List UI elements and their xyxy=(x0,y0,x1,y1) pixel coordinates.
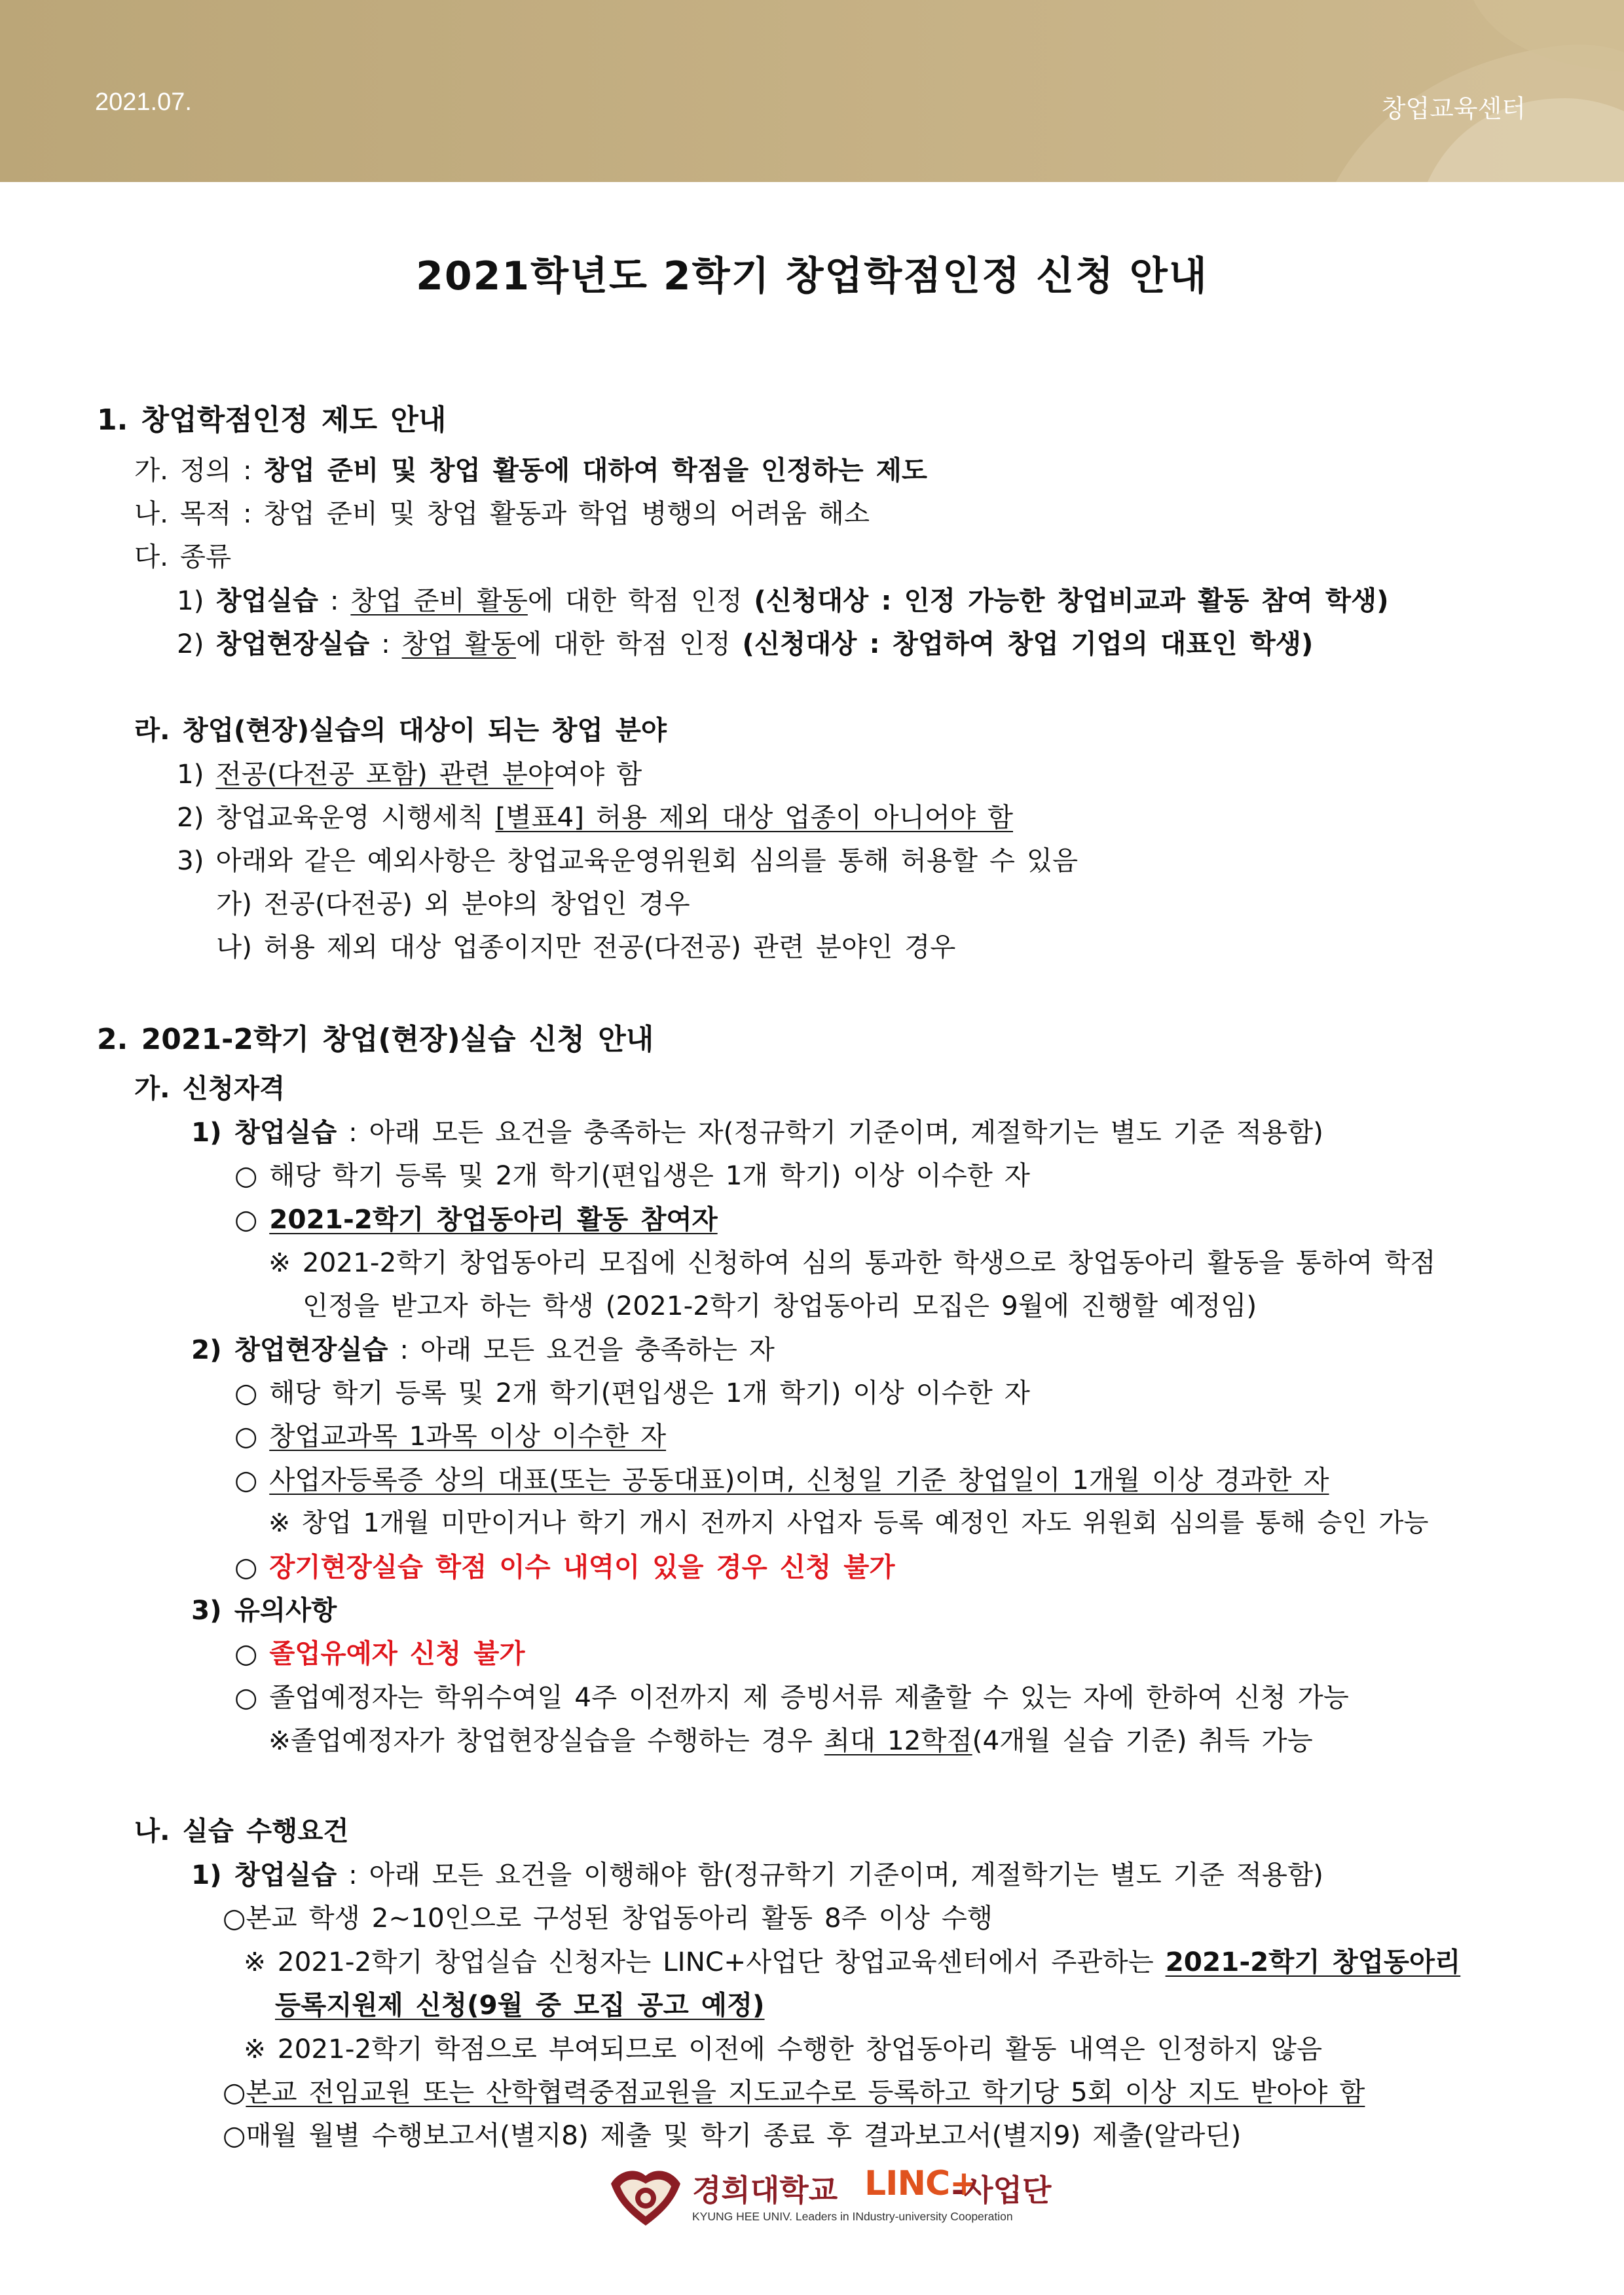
type-1-desc: 에 대한 학점 인정 xyxy=(527,585,754,616)
qual-1-desc: : 아래 모든 요건을 충족하는 자(정규학기 기준이며, 계절학기는 별도 기준 적용함) xyxy=(337,1116,1323,1148)
university-emblem-icon xyxy=(606,2164,686,2230)
notes-heading: 3) 유의사항 xyxy=(191,1594,337,1626)
field-3-exception-b: 나) 허용 제외 대상 업종이지만 전공(다전공) 관련 분야인 경우 xyxy=(216,931,956,963)
types-label: 다. 종류 xyxy=(134,541,232,572)
req-1-bullet-3: ○매월 월별 수행보고서(별지8) 제출 및 학기 종료 후 결과보고서(별지9) 제출(알라딘) xyxy=(223,2120,1242,2151)
field-2-rule: [별표4] 허용 제외 대상 업종이 아니어야 함 xyxy=(495,801,1014,833)
req-1-bullet-1: ○본교 학생 2~10인으로 구성된 창업동아리 활동 8주 이상 수행 xyxy=(223,1902,993,1934)
section-1-heading: 1. 창업학점인정 제도 안내 xyxy=(97,403,447,437)
type-2-name: 창업현장실습 xyxy=(215,628,370,659)
qual-1-label: 1) 창업실습 xyxy=(191,1116,337,1148)
qual-2-bullet-3-text: 사업자등록증 상의 대표(또는 공동대표)이며, 신청일 기준 창업일이 1개월 이상 경과한 자 xyxy=(269,1464,1329,1496)
qual-2-note: ※ 창업 1개월 미만이거나 학기 개시 전까지 사업자 등록 예정인 자도 위원회 심의를 통해 승인 가능 xyxy=(268,1508,1429,1538)
field-2-number: 2) xyxy=(177,801,216,833)
req-1-note-1-club: 2021-2학기 창업동아리 xyxy=(1165,1946,1461,1977)
notes-note-credits: 최대 12학점 xyxy=(824,1725,972,1756)
type-1-line xyxy=(177,582,1389,619)
req-1-note-1-text: ※ 2021-2학기 창업실습 신청자는 LINC+사업단 창업교육센터에서 주관하는 xyxy=(244,1946,1166,1977)
notes-note-text: ※졸업예정자가 창업현장실습을 수행하는 경우 xyxy=(268,1725,824,1756)
type-2-target: (신청대상 : 창업하여 창업 기업의 대표인 학생) xyxy=(742,628,1314,659)
field-1-line xyxy=(177,756,642,792)
req-1-line xyxy=(191,1856,1323,1893)
field-1-rest: 여야 함 xyxy=(553,758,642,790)
notes-warning-text: 졸업유예자 신청 불가 xyxy=(269,1638,525,1669)
footer-organization: -사업단 xyxy=(951,2173,1052,2208)
qual-1-bullet-2 xyxy=(234,1201,718,1238)
bullet-marker: ○ xyxy=(234,1551,270,1583)
qual-2-bullet-1: ○ 해당 학기 등록 및 2개 학기(편입생은 1개 학기) 이상 이수한 자 xyxy=(234,1377,1030,1408)
req-1-note-1 xyxy=(244,1943,1460,1980)
bullet-marker: ○ xyxy=(234,1464,270,1496)
type-2-separator: : xyxy=(369,628,402,659)
definition-line xyxy=(134,452,927,488)
header-banner xyxy=(0,0,1624,182)
banner-department: 창업교육센터 xyxy=(1381,96,1526,123)
type-1-separator: : xyxy=(318,585,351,616)
footer-tagline: KYUNG HEE UNIV. Leaders in INdustry-university Cooperation xyxy=(692,2210,1013,2223)
notes-note xyxy=(268,1722,1313,1759)
field-1-scope: 전공(다전공 포함) 관련 분야 xyxy=(215,758,554,790)
type-2-scope: 창업 활동 xyxy=(401,628,516,659)
bullet-marker: ○ xyxy=(234,1420,270,1452)
type-2-line xyxy=(177,625,1313,662)
qual-2-bullet-4 xyxy=(234,1549,895,1585)
footer-logo xyxy=(606,2164,1052,2236)
qual-1-bullet-1: ○ 해당 학기 등록 및 2개 학기(편입생은 1개 학기) 이상 이수한 자 xyxy=(234,1160,1030,1191)
type-2-number: 2) xyxy=(177,628,216,659)
qual-2-warning-text: 장기현장실습 학점 이수 내역이 있을 경우 신청 불가 xyxy=(269,1551,895,1583)
qualification-heading: 가. 신청자격 xyxy=(134,1073,286,1104)
banner-date: 2021.07. xyxy=(95,88,192,116)
type-1-target: (신청대상 : 인정 가능한 창업비교과 활동 참여 학생) xyxy=(754,585,1389,616)
section-2-heading: 2. 2021-2학기 창업(현장)실습 신청 안내 xyxy=(97,1023,654,1056)
footer-university-name: 경희대학교 xyxy=(692,2173,838,2208)
qual-2-bullet-3 xyxy=(234,1461,1329,1498)
type-2-desc: 에 대한 학점 인정 xyxy=(515,628,743,659)
req-1-label: 1) 창업실습 xyxy=(191,1859,337,1890)
field-1-number: 1) xyxy=(177,758,216,790)
req-1-note-2: ※ 2021-2학기 학점으로 부여되므로 이전에 수행한 창업동아리 활동 내역은 인정하지 않음 xyxy=(244,2033,1323,2065)
bullet-marker: ○ xyxy=(234,1638,270,1669)
notes-bullet-2: ○ 졸업예정자는 학위수여일 4주 이전까지 제 증빙서류 제출할 수 있는 자에 한하여 신청 가능 xyxy=(234,1681,1349,1713)
req-1-bullet-2 xyxy=(223,2074,1365,2110)
qual-2-desc: : 아래 모든 요건을 충족하는 자 xyxy=(388,1334,775,1365)
bullet-marker: ○ xyxy=(223,2076,246,2108)
definition-label: 가. 정의 : xyxy=(134,454,264,486)
type-1-scope: 창업 준비 활동 xyxy=(350,585,528,616)
qual-1-note-line-1: ※ 2021-2학기 창업동아리 모집에 신청하여 심의 통과한 학생으로 창업동아리 활동을 통하여 학점 xyxy=(268,1247,1436,1278)
notes-bullet-1 xyxy=(234,1635,525,1672)
document-title: 2021학년도 2학기 창업학점인정 신청 안내 xyxy=(416,253,1208,299)
field-2-line xyxy=(177,799,1013,835)
type-1-name: 창업실습 xyxy=(215,585,318,616)
qual-2-bullet-2 xyxy=(234,1418,666,1454)
type-1-number: 1) xyxy=(177,585,216,616)
requirements-heading: 나. 실습 수행요건 xyxy=(134,1815,349,1846)
fields-heading: 라. 창업(현장)실습의 대상이 되는 창업 분야 xyxy=(134,714,667,746)
definition-text: 창업 준비 및 창업 활동에 대하여 학점을 인정하는 제도 xyxy=(263,454,928,486)
req-1-note-1-continued: 등록지원제 신청(9월 중 모집 공고 예정) xyxy=(275,1989,765,2021)
qual-2-bullet-2-text: 창업교과목 1과목 이상 이수한 자 xyxy=(269,1420,667,1452)
field-3-exception-a: 가) 전공(다전공) 외 분야의 창업인 경우 xyxy=(216,888,690,919)
qual-1-note-line-2: 인정을 받고자 하는 학생 (2021-2학기 창업동아리 모집은 9월에 진행할 예정임) xyxy=(303,1290,1257,1321)
qual-1-bullet-2-text: 2021-2학기 창업동아리 활동 참여자 xyxy=(269,1203,718,1235)
footer-linc-wordmark: LINC+ xyxy=(864,2164,978,2203)
field-3-line: 3) 아래와 같은 예외사항은 창업교육운영위원회 심의를 통해 허용할 수 있음 xyxy=(177,845,1079,876)
qual-2-label: 2) 창업현장실습 xyxy=(191,1334,388,1365)
notes-note-rest: (4개월 실습 기준) 취득 가능 xyxy=(972,1725,1313,1756)
req-1-bullet-2-text: 본교 전임교원 또는 산학협력중점교원을 지도교수로 등록하고 학기당 5회 이상 지도 받아야 함 xyxy=(246,2076,1365,2108)
qual-2-line xyxy=(191,1331,775,1368)
bullet-marker: ○ xyxy=(234,1203,270,1235)
purpose-line: 나. 목적 : 창업 준비 및 창업 활동과 학업 병행의 어려움 해소 xyxy=(134,498,870,529)
qual-1-line xyxy=(191,1114,1323,1150)
req-1-desc: : 아래 모든 요건을 이행해야 함(정규학기 기준이며, 계절학기는 별도 기준 적용함) xyxy=(337,1859,1323,1890)
field-2-plain: 창업교육운영 시행세칙 xyxy=(215,801,496,833)
